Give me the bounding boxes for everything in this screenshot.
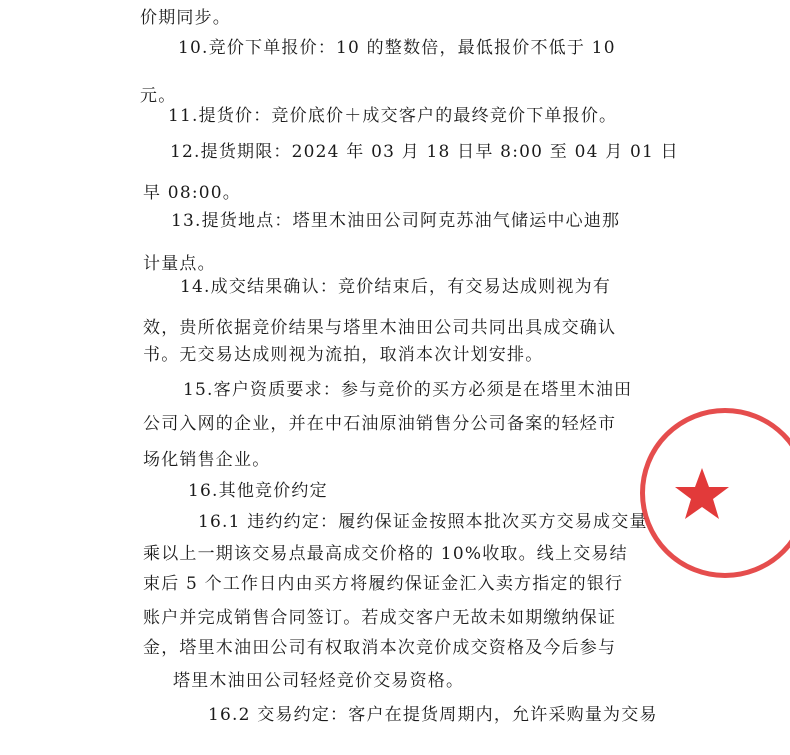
text-line: 16.2 交易约定：客户在提货周期内，允许采购量为交易 [208,705,658,725]
text-line: 乘以上一期该交易点最高成交价格的 10%收取。线上交易结 [143,544,628,564]
text-line: 元。 [140,86,177,106]
star-icon [672,464,732,524]
text-line: 16.1 违约约定：履约保证金按照本批次买方交易成交量 [198,512,648,532]
text-line: 12.提货期限：2024 年 03 月 18 日早 8:00 至 04 月 01 日 [170,142,679,162]
text-line: 14.成交结果确认：竞价结束后，有交易达成则视为有 [180,277,612,297]
text-line: 公司入网的企业，并在中石油原油销售分公司备案的轻烃市 [143,414,617,434]
text-line: 金，塔里木油田公司有权取消本次竞价成交资格及今后参与 [143,638,617,658]
text-line: 书。无交易达成则视为流拍，取消本次计划安排。 [143,345,544,365]
text-line: 束后 5 个工作日内由买方将履约保证金汇入卖方指定的银行 [143,574,624,594]
text-line: 账户并完成销售合同签订。若成交客户无故未如期缴纳保证 [143,608,617,628]
text-line: 塔里木油田公司轻烃竞价交易资格。 [173,671,465,691]
text-line: 早 08:00。 [143,183,241,203]
text-line: 价期同步。 [140,8,231,28]
section-heading: 16.其他竞价约定 [188,481,328,501]
text-line: 13.提货地点：塔里木油田公司阿克苏油气储运中心迪那 [171,211,621,231]
text-line: 计量点。 [143,254,216,274]
text-line: 10.竞价下单报价：10 的整数倍，最低报价不低于 10 [178,38,616,58]
text-line: 场化销售企业。 [143,450,271,470]
text-line: 效，贵所依据竞价结果与塔里木油田公司共同出具成交确认 [143,318,617,338]
text-line: 11.提货价：竞价底价＋成交客户的最终竞价下单报价。 [168,106,618,126]
text-line: 15.客户资质要求：参与竞价的买方必须是在塔里木油田 [183,380,633,400]
